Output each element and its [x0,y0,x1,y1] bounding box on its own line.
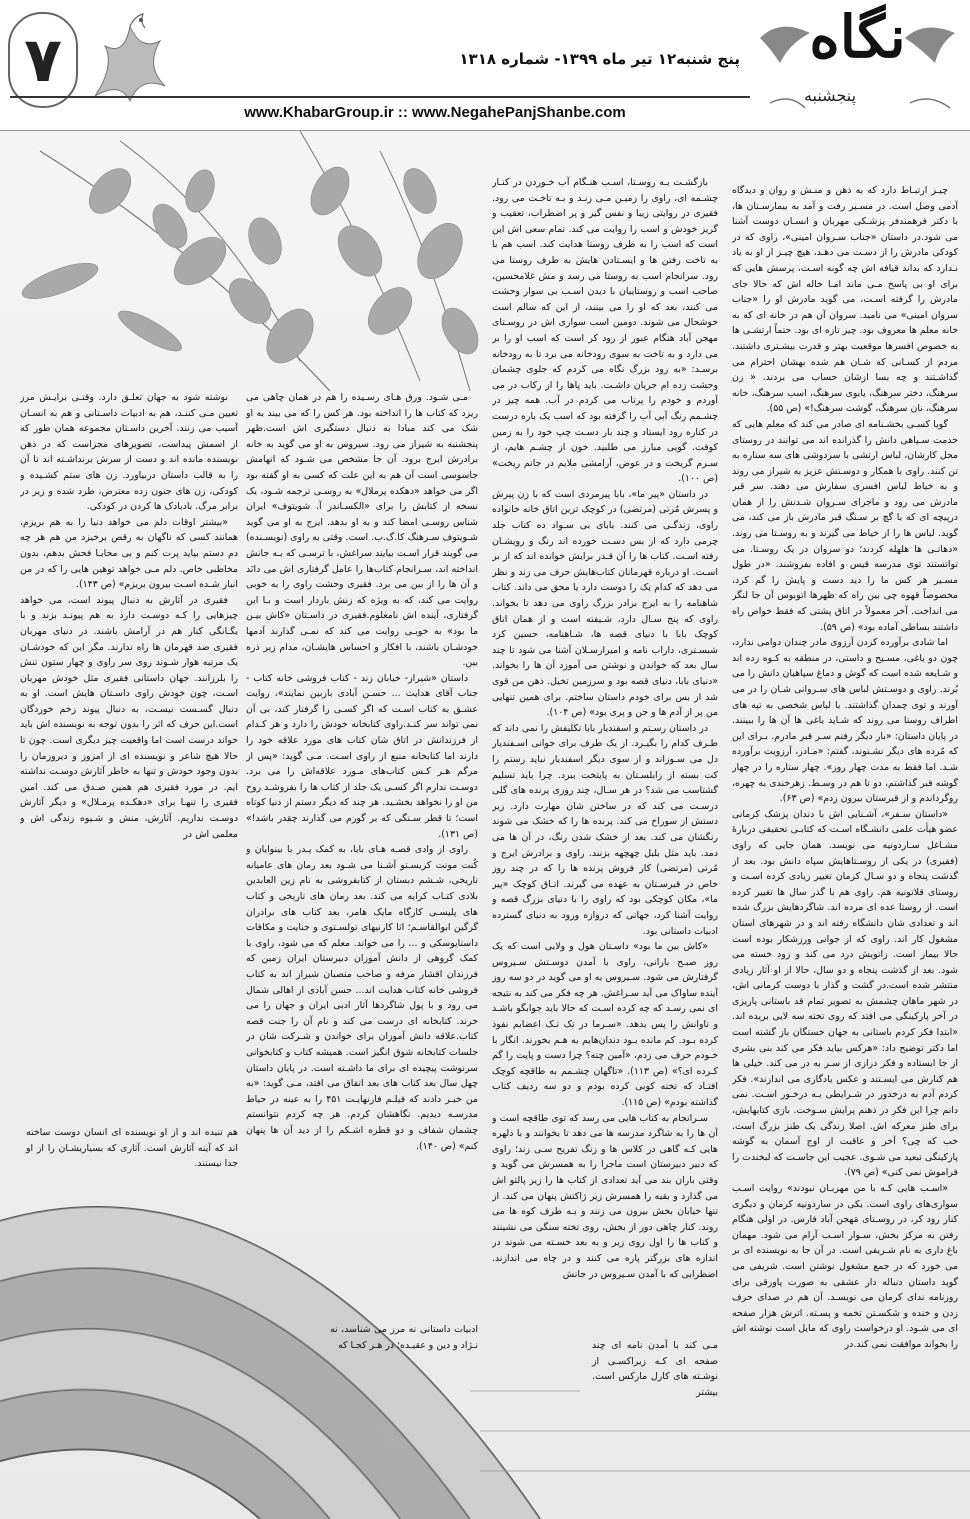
paragraph: اما شادی برآورده کردن آرزوی مادر چندان دوامی ندارد، چون دو یاغی، مسـیح و داستی، در منطقه به کـوه زده اند و شـایعه شده است که گوش و دماغ سپاهیان دانش را می بُرند. راوی و دوسـتش لباس های سـروانی شـان را در می آورند و توی چمدان گذاشتند. با لباس شخصی به تپه های اطراف روستا می روند که شـاید یاغی ها آن ها را ببینند. در پایان داستان: «بار دیگر رفتم سـر قبر مادرم. بـرای این که مُرده های دیگر نشـنوند، گفتم: «مـادر، آرزویت برآورده شـد. اما فقط به مدت چهار روز». چهار ستاره را در چهار گوشه قبر گذاشتم، دو تا هم در وسـط. زهرخندی به چهره، روگرداندم و از قبرستان بیرون زدم» (ص ۶۳). [732,637,958,805]
article-column-2 [492,175,718,1455]
phoenix-ornament-icon [85,6,175,106]
article-column-2-tail: مـی کند با آمدن نامه ای چند صفحه ای کـه زیراکسـی از نوشـته های کارل مارکس است. بیشتر [592,1340,718,1398]
header-bottom-divider [0,130,970,131]
paragraph: داستان «شیراز- خیابان زند - کتاب فروشی خانه کتاب - جناب آقای هدایت ... حسـن آبادی بازبین نمایند»، روایت عشـق به کتاب اسـت که اگر کسـی را گرفتار کند، بی آن نمی تواند سر کنـد.راوی کتابخانه خودش را دارد و هر کـدام از فرزندانش در اتاق شان کتاب های مورد علاقه خود را دارند اما کتابخانه منبع از راوی اسـت. مـی گوید: «پس از مرگم هـر کـس کتاب‌های مـورد علاقه‌اش را می برد. دوسـت ندارم اگر کسـی یک جلد از کتاب ها را بفروشـد روح من او را نخواهد بخشـید. هر چند که دیگر دستم از دنیا کوتاه است؛ تا قطر سـنگی که بر گورم می گذارند چقدر باشد!» (ص ۱۳۱). [246,672,478,840]
paragraph: «کاش بین ما بود» داسـتان هول و ولایی است که یک روز صبـح بارانی، راوی با آمدن دوسـتش سـیروس گرفتارش می شود. سـیروس به او می گوید در دو سه روز آینده ساواک می آید سـراغش. هر چه فکر می کند به نتیجه ای نمی رسـد که چه کرده اسـت که حالا باید جوابگو باشـد و تاوانش را پس بدهد. «سـرما در تک تـک اعضایم نفوذ کرده بـود. کم مانده بـود دندان‌هایم به هـم بخورند. انگار با خـودم حرف می زدم، «آمین چته؟ چرا دست و پایت را گم کـرده ای؟» (ص ۱۱۳). «تاگهان چشـمم به طاقچه کوچک افتـاد که تخته کوبی کرده بودم و دو سه ردیف کتاب گذاشته بودم» (ص ۱۱۵). [492,941,718,1109]
paragraph: «داستان سـفر»، آشـنایی اش با دندان پزشک کرمانی عضو هیأت علمی دانشـگاه اسـت که کتابـی تحقیقی دربارۀ مشـاغل سـاردونیه می نویسد. همان جایی که راوی (فقیری) در یکی از روسـتاهایش سپاه دانش بود. بعد از گذشت پنجاه و دو سـال کرمان تغییر زیادی کرده اسـت و روستای قلاتونیه هم. راوی هم با گذر سال ها تغییر کرده است. از روستا عده ای مرده اند. شاگردهایش بزرگ شده اند و تعدادی شان دانشگاه رفته اند و در شهرهای استان مشغول کار اند. راوی که از جوانی ورزشکار بوده است حالا بیمار است. زانویش درد می کند و زود خسته می شود. بعد از گذشت پنجاه و دو سال، حالا از او آثار زیادی منتشر شده است.در گشت و گذار با دوست کرمانی اش، در شهر ماهان چشمش به تصویر تمام قد باستانی پاریزی در آخر پارکینگی می افتد که روی تخته سه لایی بریده اند. «ابتدا فکر کردم باستانی به جهان خستگان باز گشته است اما دکتر توضیح داد: «هرکس بیاید فکر می کند بنی بشری از جا ایستاده و فکر درازی از سـر به در می کند. خیلی ها هم کنارش می ایسـتند و عکس یادگاری می اندازند». فکر کردم آدم به درخدور در شـرایطی بـه درخـور اسـت. نمی دانم چرا این فکر در ذهنم پرایش سـوخت. بازی کتابهایش، برای طنز معرکه اش. اصلا زندگی یک طنز بزرگ است. خب که چی؟ آخر و عاقبت از اوج آسمان به گوشه پارکینگی تبعید می شـوی. عجیب این جاسـت که لبخندت را فراموش نمی کنی» (ص ۷۹). [732,808,958,1179]
paragraph: در داستان رسـتم و اسفندیار بابا تکلیفش را نمی داند که طـرف کدام را بگیـرد. از یک طرف برای جوانی اسـفندیار دل می سـوزاند و از سوی دیگر اسفندیار نباید رستم را کت بسته از زابلسـتان به پایتخت ببرد. چرا باید تسلیم گشتاسب می شد؟ در هر سـال، چند روزی پرنده های گلی درسـت می کند که در ساختن شان مهارت دارد. زیر دستش از سوراخ می کند. پرنده ها را که خشک می شوند رنگشان می کند. بعد از خشک شدن رنگ، در آن ها می دمد. باید مثل بلبل چهچهه بزنند. راوی و برادرش ایرج و مُرتی (مرتضی) کار فروش پرنده ها را که در چند روز خاص در قبرسـتان به عهده می گیرند. اتـاق کوچک «پیر ما»، مکان کوچکی بود که راوی را با دنیای بزرگ قصه و روایت آشنا کرد، جهانی که دروازه ورود به دنیای گسترده ادبیات داستانی بود. [492,722,718,937]
article-column-3-tail: ادبیات داستانی نه مرز می شناسد، نه نـژاد و دین و عقیـده؛ در هـر کجـا که [330,1324,478,1351]
article-column-1 [732,183,958,1508]
paragraph: فقیری در آثارش به دنبال پیوند است، می خواهد چیزهایی را کـه دوسـت دارد به هم پیونـد بزند و با یگـانگی کنار هم در آرامش باشند. در دنیای مهربان فقیری ضد قهرمان ها راه ندارند. مگر این که خودشـان یک مرتبه هوار شـوند روی سر راوی و چهار ستون تنش را بلرزانند. جهان داستانی فقیری مثل خودش مهربان اسـت، چون خودش راوی داسـتان هایش است. او به دنبال گسـست نیسـت، به دنبال پیوند زخم خوردگان است.این حرف که اثر را بدون توجه به نویسنده اش باید خواند درست است اما واقعیت چیز دیگری است. چون تا حالا هیچ شاعر و نویسنده ای از امروز و دیروزمان را بدون وجود خودش و تنها به خاطر آثارش دوسـت نداشته ایم. در مورد فقیری هم همین صـدق می کند. امین فقیری را تنهـا برای «دهکـده پرمـلال» و دیگر آثارش دوسـت نداریم. آثارش، منش و شـیوه زندگی اش و معلمی اش در [20,594,238,840]
paragraph: مـی شـود. ورق‌ هـای رسـیده را هم‌ در همان چاهی می ریزد که کتاب ها را انداخته بود. هر کس را که می بیند به او شک می کند مبادا به دنبال دستگیری اش است.ظهر پنجشنبه به شیراز می رود. سیروس به او می گوید به خانه برادرش ایرج برود. آن جا مشخص می شـود که اتهامش جاسوسی است آن هم به این علت که کسی به او گفته بود اگر می خواهد «دهکده پرملال» به روسـی ترجمه شـود، یک نسخه از کتابش را برای «الکسـاندر آ. شویتوف» ایران شناس روسـی امضا کند و به او بدهد. ایرج به او می گوید شـویتوف سـرهنگ کا.گ.ب. است. وقتی به راوی (نویسـنده) می گویند قرار اسـت بیایند سراغش، با ترسـی که بـه جانش انداخته اند، سـرانجام کتاب‌ها را عامل گرفتاری اش می دانَد و آن ها را از بین می برد. فقیری وحشت راوی را به خوبی روایت می کند، که به ویژه که زنش باردار است و بـا این گرفتاری، آینده اش نامعلوم.فقیری در داسـتان «کاش بیـن ما بود» به خوبـی روایت می کند که نمـی گذارند آدمها خودشـان باشند، با افکار و احساس هایشـان، مدام زیر ذره بین. [246,392,478,669]
paragraph: «بیشتر اوقات دلم می خواهد دنیا را به هم بریزم، همانند کسی که ناگهان به رقص برخیزد من هم هر چه دم دستم بیاید پرت کنم و بی محابـا فحش بدهم، بدون مخاطبی خاص. دلم مـی خواهد توهین هایی را که در من انبار شـده اسـت بیرون بریزم» (ص ۱۴۳). [20,516,238,591]
masthead-title: نگاه [809,3,906,71]
website-links[interactable]: www.KhabarGroup.ir :: www.NegahePanjShanbe.com [244,104,626,121]
paragraph: گویا کسـی بخشـنامه ای صادر می کند که معلم هایی که خدمت سـپاهی دانش را گذرانده اند می توانند در روستای محل کارشان، لباس ارتشی با سردوشی های سه ستاره به تن کنند. راوی با همکار و دوسـتش عزیز به شیراز می روند و به خیاط لباس افسری سفارش می دهند. سر قبر مادرش می رود و ماجرای سـروان شـدنش را از همان درپیچه ای که با گچ بر سـنگ قبر مادرش باز می کند، می گوید. لباس ها را از خیاط می گیرند و به روسـتا می روند. «دهاتـی ها هلهله کردند؛ دو سروان در یک روسـتا. می توانستند توی مدرسه قیس و افاده بفروشند. «در طول مسـیر هر کس ما را دید دست و پایش را گم کرد، مخصوصاً قهوه چی بین راه که ظهرها اتوبوس آن جا لنگر می انداخت. آخر معمولاً در اتاق پشتی که فقط خواص راه داشتند بساطی آماده بود» (ص ۵۹). [732,418,958,633]
masthead [750,3,965,128]
page-number-badge [8,12,78,108]
paragraph: راوی از وادی قصـه هـای بابا، به کمک پـدر با بینوایان و کُنت مونت کریسـتو آشـنا می شـود بعد رمان های عامیانه تاریخی، شـشم دبستان از کتابفروشی به نام زین العابدین بلادی کتـاب کرایه می کند. بعد رمان های تاریخی و کتاب های پلیسـی کارگاه مایک هامر، بعد کتاب های برادران گرگین ابوالقاسـم؛ اثا کارنیهای تولسـتوی و جنایت و مکافات داستایوسکی و ... را می خواند. معلم که می شود، راوی با کمک گروهی از دانش آموزان دبیرستان ایران زمین که فرزندان اقشار مرفه و صاحب منصبان شیراز اند به کتاب فروشی خانه کتاب هدایت اند... حسن آبادی از اهالی شمال می رود و با پول شاگردها آثار ادبی ایران و جهان را می خرند. کتابخانه ای درست می کند و نام آن را جنت قصه کتاب.علاقه دانش آموزان برای خواندن و شـرکت شان در جلسات کتابخانه شوق انگیز است. همیشه کتاب و کتابخوانی سرنوشت پیچیده ای برای ما داشـته است. در پایان داستان چهل سال بعد کتاب های بعد اتفاق می افتد، مـی گوید: «به من خبـر دادند که فیلـم فارنهایـت ۴۵۱ را به عینه در حیاط مدرسـه دیدیم. نگاهشان کردم. هر چه کردم نتوانستم چشمان شفاف و دو قطره اشـکم را از دید آن ها پنهان کنم» (ص ۱۴۰). [246,844,478,1152]
paragraph: در داستان «پیر ما»، بابا پیرمردی است که با زن پیرش و پسرش مُرتی (مرتضی) در کوچک ترین اتاق خانه خانواده راوی، زندگـی می کنند. بابای بی سـواد ده کتاب جلد چرمی دارد که از بس دسـت خورده اند رنگ و رویشـان رفته اسـت. کتاب ها را آن قـدر برایش خوانده اند که از بر اسـت. او درباره قهرمانان کتاب‌هایش حرف می زند و نظر می دهد که کدام یک را دوست دارد یا محق می داند. کتاب شاهنامه را به ایرج برادر بزرگ راوی می دهد تا بخواند. راوی که پنج سـال دارد، شـیفته است و از همان اتاق کوچک بابا با دنیای قصه ها، شـاهنامه، حسین کرد شبسـتری، داراب نامه و امیرارسـلان آشنا می شود تا چند سال بعد که خواندن و نوشتن می آموزد آن ها را بخواند. «دنیای بابا، دنیای قصه بود و سرزمین تخیل. ذهن من قوی شد از بس برای خودم داستان ساختم. برای همین تنهایی من پر از آدم ها و جن و پری بود» (ص ۱۰۴). [492,488,718,719]
article-column-4 [20,390,238,1125]
paragraph: سـرانجام به کتاب هایی می رسد که توی طاقچه است و آن ها را به شاگرد مدرسه ها می دهد تا بخوانند و با دلهره هایی کـه گاهی در کلاس ها و زنگ تفریح سـی زند؛ راوی که دبیر دبیرستان است ماجرا را به همسرش می گوید و وقتی باران بند می آید تعدادی از کتاب ها را زیر پالتو اش می گذارد و بقیه را همسرش زیر ژاکتش پنهان می کند. از تنها خیابان بخش بیرون می زنند و بـه طرف کوه ها می روند. کنار چاهی دور از بخش، روی تخته سنگی می نشینند و کتاب ها را اول روی زیر و به بعد خسـته می شوند در اندازه های بزرگتر پاره می کنند و در چاه می اندازند. اضطرابی که با آمدن سـیروس در جانش [492,1112,718,1280]
article-column-4-tail: هم تنیده اند و از او نویسنده ای انسان دوست ساخته اند که آینه آثارش است. آثاری که بسیاریشـان را از او جدا نیستند. [26,1127,238,1170]
header-divider [10,96,750,98]
article-column-3 [246,390,478,1325]
paragraph: چیـز ارتبـاط دارد که به ذهن و منـش و روان و دیدگاه آدمی وصل است. در مسـیر رفت و آمد به بیمارسـتان ها، با دکتر فرهمندفر پزشـکی مهربان و انسـان دوست آشنا می شود.در داستان «جناب سـروان امینی»، راوی که در کودکی مادرش را از دسـت می دهـد، هیچ چیـز از او به یاد نـدارد که بداند قیافه اش چه گونه اسـت، پرسش هایی که برای او بی پاسخ مـی ماند امـا خاله اش که حالا جای مادرش را گرفته اسـت، می گوید مادرش او را «جناب سروان امینی» می نامید. سروان آن هم در خانه ای که به خانه معلم ها معروف بود. چیز تازه ای بود. حتماً ارتشـی ها به خصوص افسرها موقعیت بهتر و قدرت بیشـتری داشتند. مردم از کسـانی که شـان هم شده بهشان احترام می گذاشـتند و چه بسا ازشان حساب می بردند. « زن سرهنگ، دختر سرهنگ، یابوی سرهنگ، اسب سرهنگ، خانه سرهنگ، نان سرهنگ، گوشت سرهنگ!» (ص ۵۵). [732,185,958,415]
page-header [0,0,970,132]
paragraph: بازگشـت بـه روسـتا، اسـب هنـگام آب خـوردن در کنـار چشـمه ای، راوی را زمیـن مـی زنـد و بـه تاخـت می رود. فقیری در روایتی زیبا و نفس گیر و پر اضطراب، تعقیب و گریز خودش و اسب را روایت می کند. تمام سعی اش این است که اسب را به طرف روستا هدایت کند. اسب هم با به تاخت رفتن ها و ایسـتادن هایش به طرف روستا می رود. سرانجام اسب به روستا می رسد و مش غلامحسین، صاحب اسب و روستاییان با دیدن اسـب بی سوار وحشت می کنند، بعد که او را می بینند، از این که سالم است خوشحال می شوند. دومین اسب سواری اش در روسـتای مهجن آباد هنگام عبور از رود کر است که اسب او را بر می دارد و به تاخت به سوی رودخانه می برد تا به رودخانه برسـد: «به رود بزرگ نگاه می کردم که جلوی چشمان وحشت زده ام جریان داشـت. باید پاها را از رکاب در می آوردم و خودم را پرتاب می کردم در آب. همه چیز در چشـمم رنگ آبی آب را گرفته بود که اسب یک باره درست در کناره رود ایستاد و چند بار دسـت چپ خود را به زمین کوفت. گویی مبارز می طلبید. خون از چشـم هایم، از سـرم گریخت و در عوض، آرامشی ملایم در جانم ریخت» (ص ۱۰۰). [492,177,718,485]
issue-info: پنج شنبه۱۲ تیر ماه ۱۳۹۹- شماره ۱۳۱۸ [459,50,740,68]
paragraph: «اسـب هایی کـه با من مهربـان نبودند» روایت اسـب سواری‌های راوی است. یکی در ساردونیه کرمان و دیگری کنار رود کر، در روسـتای مَهجن آباد فارس. در اولی هنگام رفتن به مرکز بخش، سـوار اسـب آرام می شود. مهمان باغ داری به نام شـریفی است. در آن جا به نویسنده ای بر می خورد که در جمع مشغول نوشتن است. شریفی می گوید داستان دنباله دار عشقی به صورت پاورقی برای روزنامه ندای کرمان می نویسـد. آن هم در صدای حرف زدن و خنده و شکسـتن تخمه و پسـته. اترش هزار صفحه ای می شـود. او درخواست راوی که مایل است نوشته اش را بخواند موافقت نمی کند.در [732,1183,958,1350]
masthead-subtitle: پنجشنبه [803,86,857,105]
paragraph: نوشته شود به جهان تعلـق دارد. وقتـی برایـش مرز تعیین مـی کننـد، هم به ادبیات داسـتانی و هم به انسـان آسیب می زنند. آخرین داسـتان مجموعه همان طور که از اسمش پیداست، تصویرهای مجزاست که در ذهن نویسنده مانده اند و دست از سرش برنداشـته اند تا آن را به قالب داستان دربیاورد. زن های ستم کشـیده و کودکی، زن های جنون زده معترض، طرد شده و زیر در برابر مرگ. بادبادک ها کردن در کودکی. [20,392,238,513]
page-number: ۷ [24,23,62,96]
